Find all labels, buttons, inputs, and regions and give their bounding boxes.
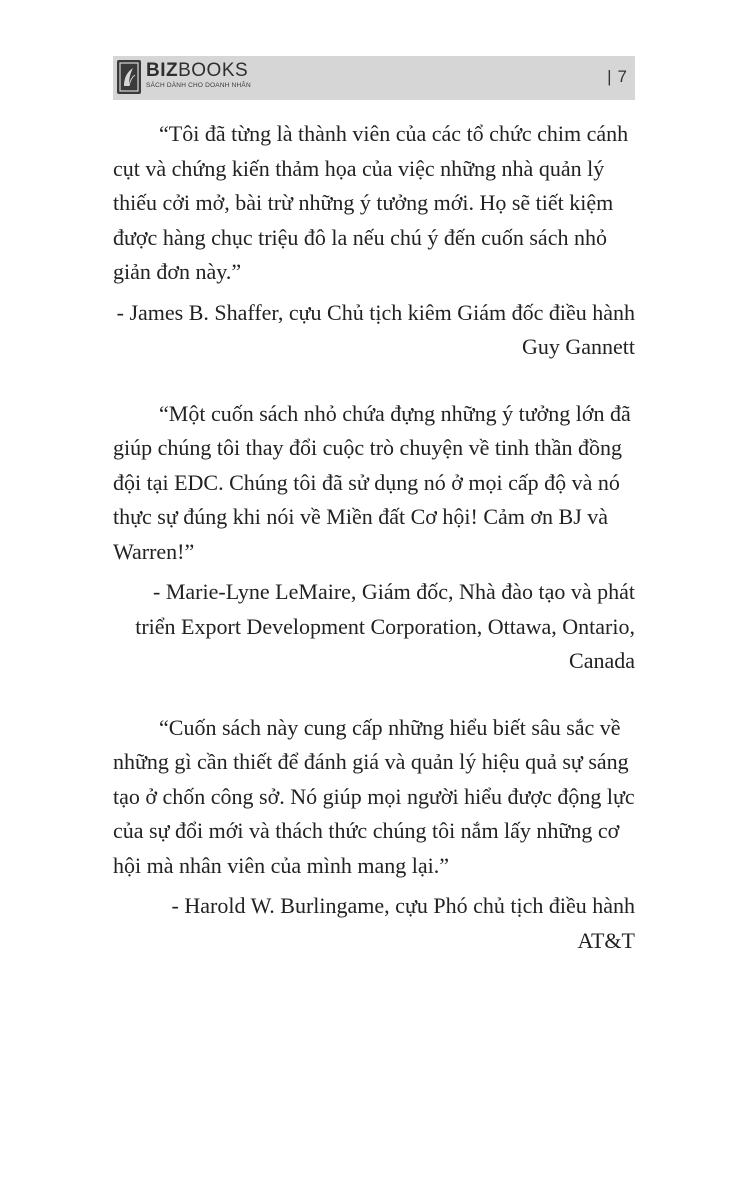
testimonial (113, 711, 635, 959)
page-number-separator: | (607, 67, 612, 86)
testimonial-attribution: - James B. Shaffer, cựu Chủ tịch kiêm Giám đốc điều hành Guy Gannett (116, 299, 635, 359)
book-emblem-icon (117, 60, 141, 94)
brand-tagline: SÁCH DÀNH CHO DOANH NHÂN (146, 82, 251, 89)
testimonial-attribution: - Marie-Lyne LeMaire, Giám đốc, Nhà đào tạo và phát triển Export Development Corporation, Ottawa, Ontario, Canada (135, 579, 635, 673)
testimonial (113, 397, 635, 679)
testimonial-quote: “Một cuốn sách nhỏ chứa đựng những ý tưởng lớn đã giúp chúng tôi thay đổi cuộc trò chuyện về tinh thần đồng đội tại EDC. Chúng tôi đã sử dụng nó ở mọi cấp độ và nó thực sự đúng khi nói về Miền đất Cơ hội! Cảm ơn BJ và Warren!” (113, 400, 631, 564)
page-number (607, 67, 627, 87)
bizbooks-logo (117, 60, 251, 96)
page-body (113, 117, 635, 990)
brand-name: BIZBOOKS (146, 60, 249, 81)
testimonial (113, 117, 635, 365)
testimonial-quote: “Tôi đã từng là thành viên của các tổ chức chim cánh cụt và chứng kiến thảm họa của việc những nhà quản lý thiếu cởi mở, bài trừ những ý tưởng mới. Họ sẽ tiết kiệm được hàng chục triệu đô la nếu chú ý đến cuốn sách nhỏ giản đơn này.” (113, 121, 629, 284)
testimonial-attribution: - Harold W. Burlingame, cựu Phó chủ tịch điều hành AT&T (171, 893, 635, 953)
testimonial-quote: “Cuốn sách này cung cấp những hiểu biết sâu sắc về những gì cần thiết để đánh giá và quản lý hiệu quả sự sáng tạo ở chốn công sở. Nó giúp mọi người hiểu được động lực của sự đổi mới và thách thức chúng tôi nắm lấy những cơ hội mà nhân viên của mình mang lại.” (113, 714, 635, 878)
running-header (113, 56, 635, 100)
page-number-value: 7 (617, 67, 627, 86)
